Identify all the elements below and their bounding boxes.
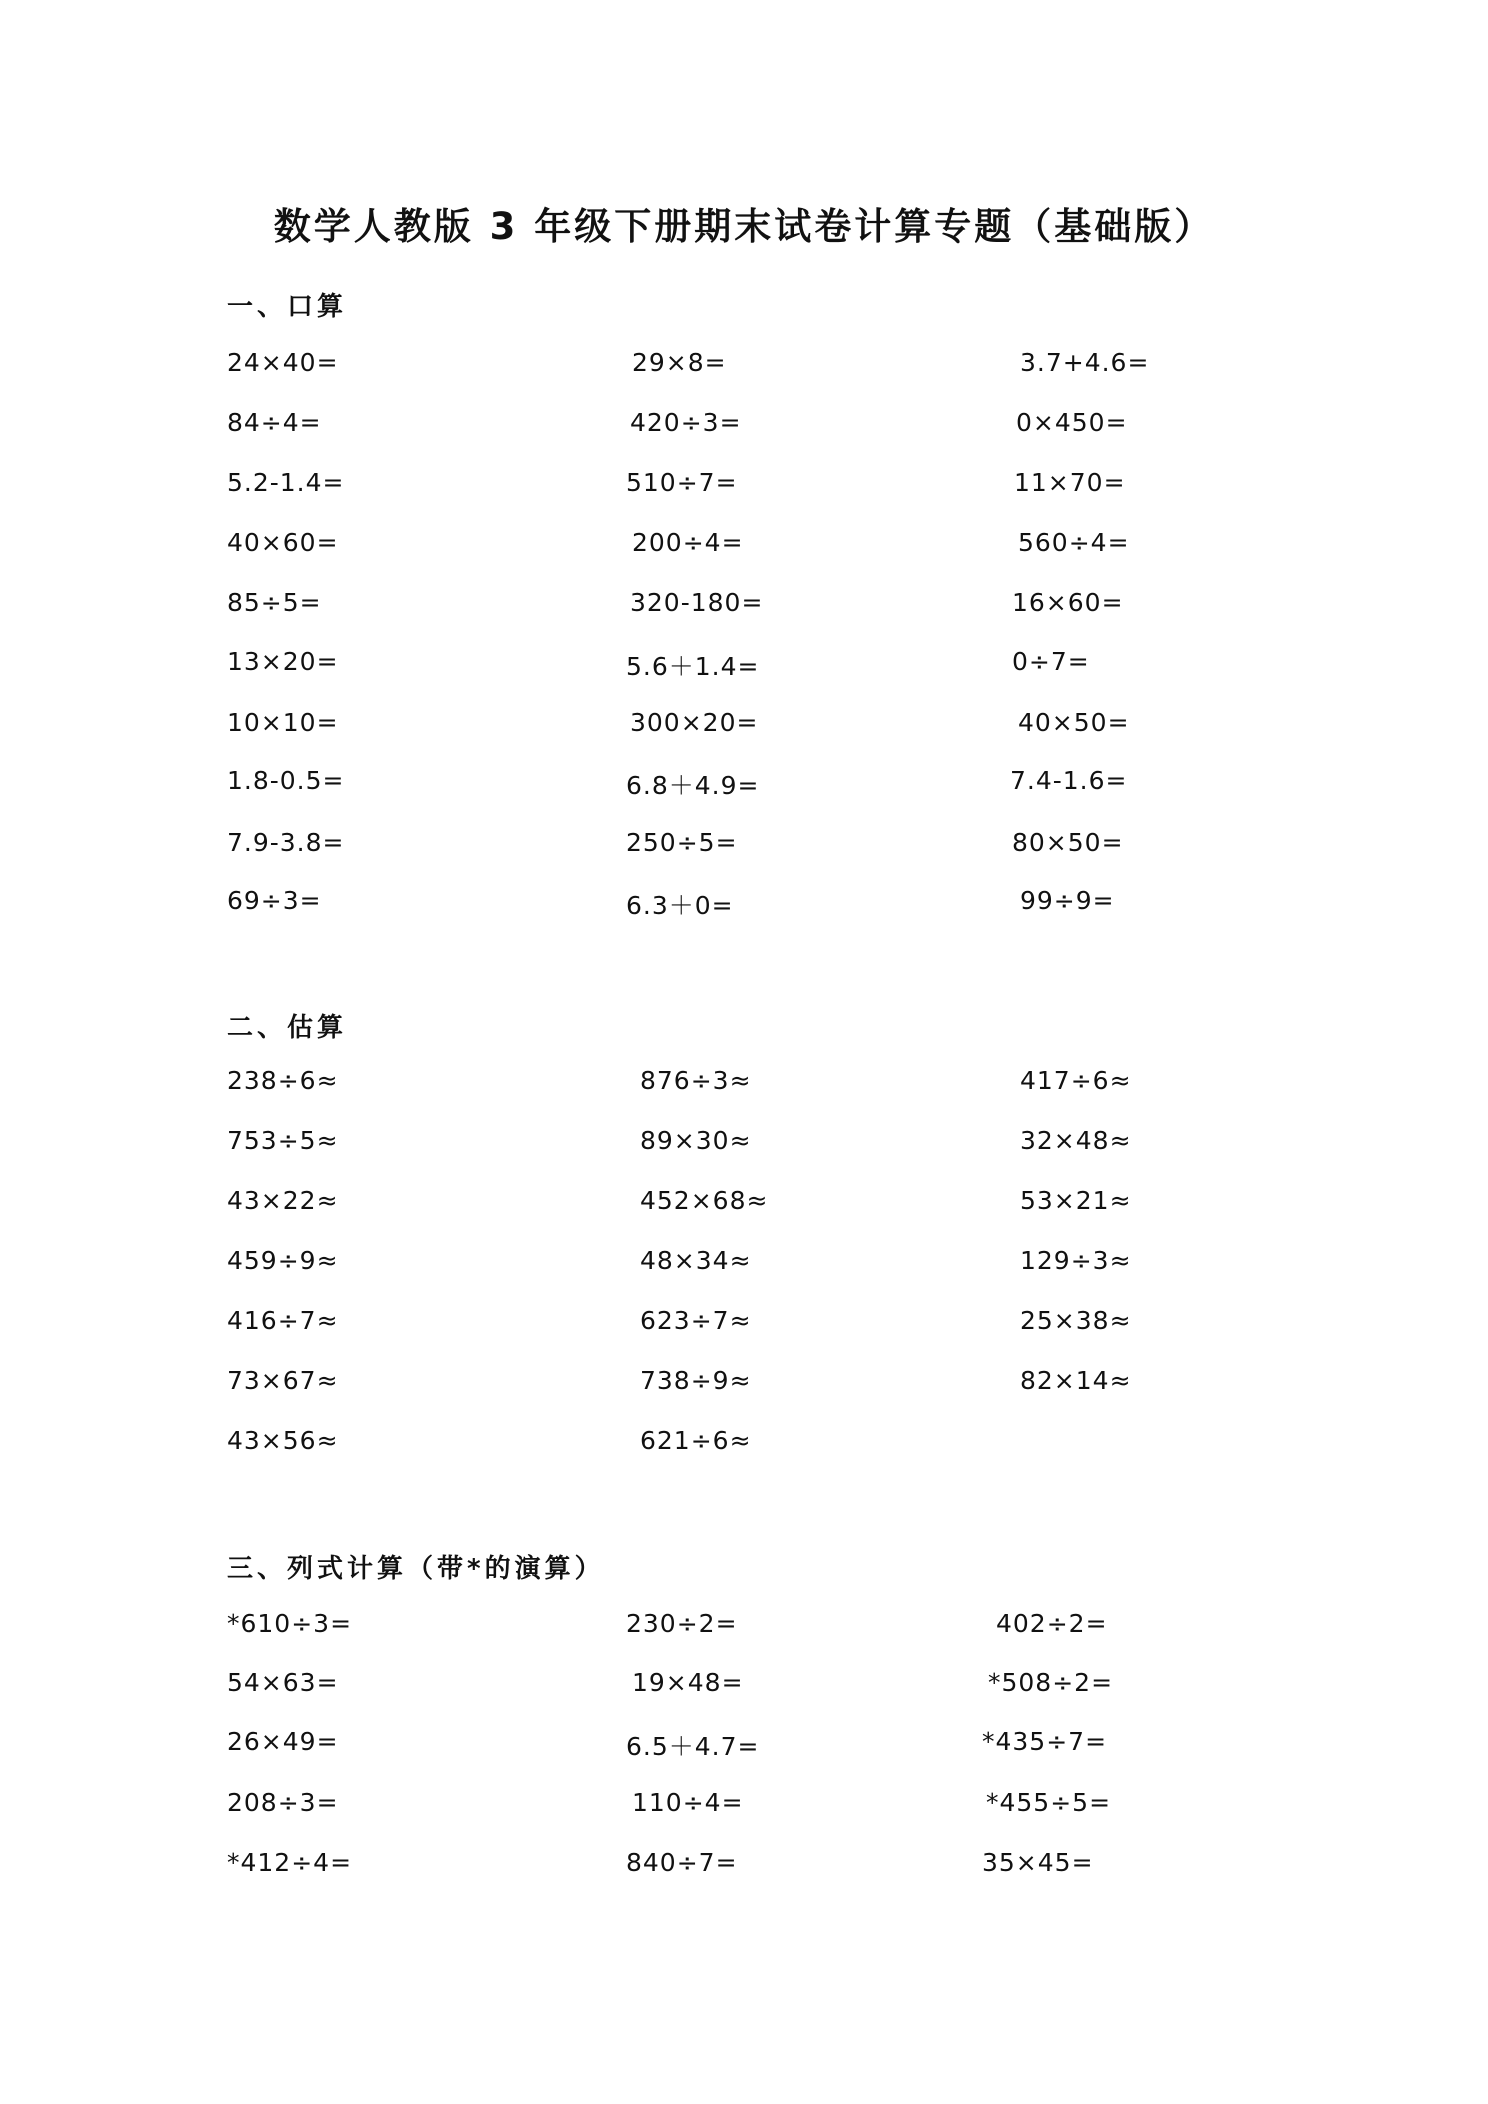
problem-row [0,528,1488,568]
section-heading-estimation: 二、估算 [227,1013,348,1043]
problem: 13×20= [227,647,339,676]
problem: 80×50= [1012,828,1124,857]
problem: 753÷5≈ [227,1126,339,1155]
problem: 48×34≈ [640,1246,752,1275]
problem: 0×450= [1016,408,1128,437]
problem: 300×20= [630,708,759,737]
problem: 40×60= [227,528,339,557]
problem-row [0,1609,1488,1649]
problem: 560÷4= [1018,528,1130,557]
section-heading-oral: 一、口算 [227,292,348,322]
problem: 0÷7= [1012,647,1090,676]
problem: 53×21≈ [1020,1186,1132,1215]
problem: 35×45= [982,1848,1094,1877]
problem: 99÷9= [1020,886,1115,915]
problem: 459÷9≈ [227,1246,339,1275]
problem-row [0,1788,1488,1828]
problem-row [0,1126,1488,1166]
problem: 7.9-3.8= [227,828,345,857]
problem: 43×56≈ [227,1426,339,1455]
problem: 43×22≈ [227,1186,339,1215]
problem: 73×67≈ [227,1366,339,1395]
problem-row [0,828,1488,868]
problem: 16×60= [1012,588,1124,617]
problem-row [0,1066,1488,1106]
problem: 250÷5= [626,828,738,857]
problem: 32×48≈ [1020,1126,1132,1155]
problem: 320-180= [630,588,764,617]
problem: 452×68≈ [640,1186,769,1215]
problem-row [0,1668,1488,1708]
problem: *455÷5= [986,1788,1112,1817]
problem-row [0,348,1488,388]
problem: 11×70= [1014,468,1126,497]
problem: 82×14≈ [1020,1366,1132,1395]
page-title: 数学人教版 3 年级下册期末试卷计算专题（基础版） [273,205,1215,248]
problem-row [0,1366,1488,1406]
problem: 40×50= [1018,708,1130,737]
problem-row [0,588,1488,628]
problem: 5.2-1.4= [227,468,345,497]
problem-row [0,1246,1488,1286]
problem: 416÷7≈ [227,1306,339,1335]
problem-row [0,1727,1488,1767]
problem: 84÷4= [227,408,322,437]
problem: 6.5＋4.7= [626,1732,760,1761]
problem: 26×49= [227,1727,339,1756]
problem-row [0,708,1488,748]
problem: 621÷6≈ [640,1426,752,1455]
problem: 238÷6≈ [227,1066,339,1095]
problem: *508÷2= [988,1668,1114,1697]
section-heading-written: 三、列式计算（带*的演算） [227,1554,605,1584]
problem: 10×10= [227,708,339,737]
problem: 208÷3= [227,1788,339,1817]
problem: 510÷7= [626,468,738,497]
problem: 230÷2= [626,1609,738,1638]
problem: 110÷4= [632,1788,744,1817]
problem: 3.7+4.6= [1020,348,1150,377]
problem: 89×30≈ [640,1126,752,1155]
problem: 85÷5= [227,588,322,617]
problem: 420÷3= [630,408,742,437]
problem-row [0,766,1488,806]
problem: 6.3＋0= [626,891,734,920]
problem: *435÷7= [982,1727,1108,1756]
problem-row [0,1848,1488,1888]
problem-row [0,1186,1488,1226]
problem: 29×8= [632,348,727,377]
problem: *412÷4= [227,1848,353,1877]
problem: 7.4-1.6= [1010,766,1128,795]
problem: 200÷4= [632,528,744,557]
problem: 25×38≈ [1020,1306,1132,1335]
problem-row [0,1306,1488,1346]
problem-row [0,468,1488,508]
problem-row [0,886,1488,926]
problem: 417÷6≈ [1020,1066,1132,1095]
problem: 1.8-0.5= [227,766,345,795]
problem: 402÷2= [996,1609,1108,1638]
problem: *610÷3= [227,1609,353,1638]
problem: 840÷7= [626,1848,738,1877]
problem: 623÷7≈ [640,1306,752,1335]
problem: 738÷9≈ [640,1366,752,1395]
problem-row [0,1426,1488,1466]
problem: 6.8＋4.9= [626,771,760,800]
problem: 5.6＋1.4= [626,652,760,681]
problem: 24×40= [227,348,339,377]
problem: 129÷3≈ [1020,1246,1132,1275]
problem-row [0,408,1488,448]
problem: 876÷3≈ [640,1066,752,1095]
problem: 19×48= [632,1668,744,1697]
problem-row [0,647,1488,687]
problem: 54×63= [227,1668,339,1697]
problem: 69÷3= [227,886,322,915]
